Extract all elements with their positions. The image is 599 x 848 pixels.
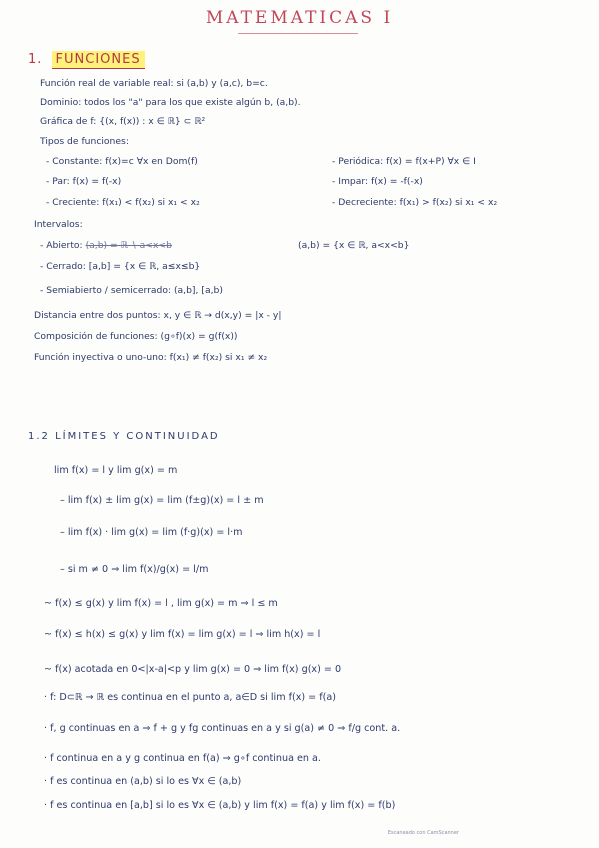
interval-open-definition: (a,b) = {x ∈ ℝ, a<x<b} — [298, 240, 410, 251]
limit-line: · f continua en a y g continua en f(a) ⇒ g∘f continua en a. — [44, 753, 321, 764]
scanner-watermark: Escaneado con CamScanner — [387, 830, 459, 836]
limit-line: – si m ≠ 0 ⇒ lim f(x)/g(x) = l/m — [60, 564, 209, 575]
type-left: - Par: f(x) = f(-x) — [46, 176, 122, 187]
page-title: MATEMATICAS I — [205, 8, 394, 28]
type-right: - Impar: f(x) = -f(-x) — [332, 176, 423, 187]
limit-line: – lim f(x) · lim g(x) = lim (f·g)(x) = l·m — [60, 527, 243, 538]
distance-line: Distancia entre dos puntos: x, y ∈ ℝ → d(x,y) = |x - y| — [34, 310, 282, 321]
injective-line: Función inyectiva o uno-uno: f(x₁) ≠ f(x₂) si x₁ ≠ x₂ — [34, 352, 268, 363]
interval-half: - Semiabierto / semicerrado: (a,b], [a,b) — [40, 285, 223, 296]
title-underline — [238, 33, 358, 34]
interval-open-label: - Abierto: — [40, 240, 83, 251]
section1-heading — [28, 52, 145, 67]
section2-heading: 1.2 LÍMITES Y CONTINUIDAD — [28, 431, 220, 442]
definition-line: Función real de variable real: si (a,b) y (a,c), b=c. — [40, 78, 268, 89]
limit-line: · f es continua en [a,b] si lo es ∀x ∈ (a,b) y lim f(x) = f(a) y lim f(x) = f(b) — [44, 800, 396, 811]
limit-line: · f es continua en (a,b) si lo es ∀x ∈ (a,b) — [44, 776, 242, 787]
type-right: - Periódica: f(x) = f(x+P) ∀x ∈ I — [332, 156, 476, 167]
interval-open-struck: (a,b) = ℝ ∖ a<x<b — [85, 240, 172, 251]
intervals-title: Intervalos: — [34, 219, 83, 230]
definition-line: Tipos de funciones: — [40, 136, 129, 147]
type-right: - Decreciente: f(x₁) > f(x₂) si x₁ < x₂ — [332, 197, 498, 208]
section1-title: FUNCIONES — [52, 51, 145, 69]
limit-line: – lim f(x) ± lim g(x) = lim (f±g)(x) = l ± m — [60, 495, 264, 506]
limit-line: · f, g continuas en a ⇒ f + g y fg continuas en a y si g(a) ≠ 0 ⇒ f/g cont. a. — [44, 723, 401, 734]
limit-line: ~ f(x) ≤ g(x) y lim f(x) = l , lim g(x) = m ⇒ l ≤ m — [44, 598, 278, 609]
type-left: - Constante: f(x)=c ∀x en Dom(f) — [46, 156, 198, 167]
definition-line: Gráfica de f: {(x, f(x)) : x ∈ ℝ} ⊂ ℝ² — [40, 116, 206, 127]
interval-open — [40, 240, 172, 252]
limit-line: · f: D⊂ℝ → ℝ es continua en el punto a, a∈D si lim f(x) = f(a) — [44, 692, 337, 703]
limit-line: ~ f(x) ≤ h(x) ≤ g(x) y lim f(x) = lim g(x) = l ⇒ lim h(x) = l — [44, 629, 321, 640]
interval-closed: - Cerrado: [a,b] = {x ∈ ℝ, a≤x≤b} — [40, 261, 201, 272]
type-left: - Creciente: f(x₁) < f(x₂) si x₁ < x₂ — [46, 197, 200, 208]
section1-number: 1. — [28, 52, 43, 67]
limit-line: lim f(x) = l y lim g(x) = m — [54, 465, 178, 476]
limit-line: ~ f(x) acotada en 0<|x-a|<p y lim g(x) = 0 ⇒ lim f(x) g(x) = 0 — [44, 664, 342, 675]
definition-line: Dominio: todos los "a" para los que existe algún b, (a,b). — [40, 97, 301, 108]
composition-line: Composición de funciones: (g∘f)(x) = g(f(x)) — [34, 331, 238, 342]
